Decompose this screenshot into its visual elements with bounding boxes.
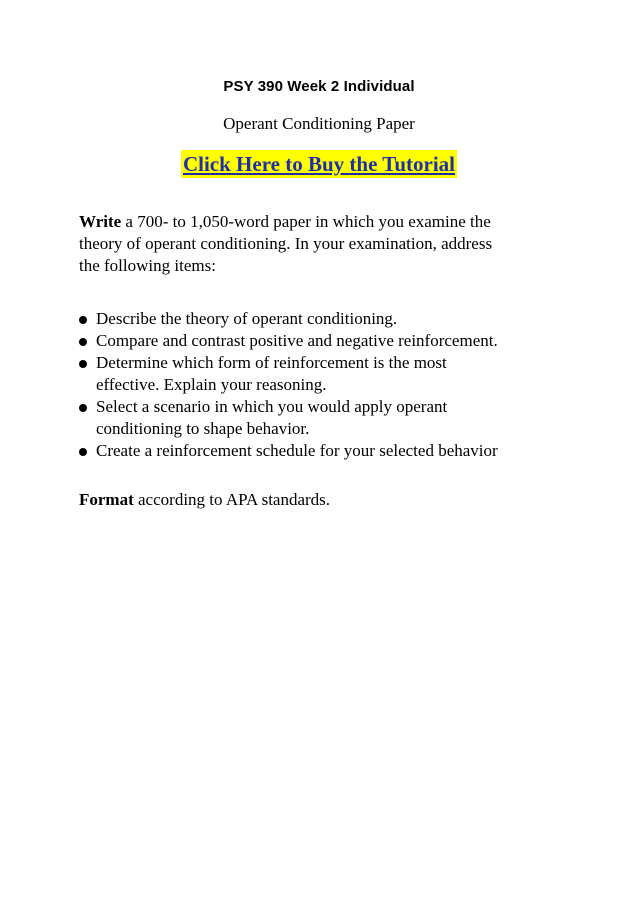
bullet-icon (79, 338, 87, 346)
format-rest: according to APA standards. (133, 490, 331, 509)
intro-line-1-rest: a 700- to 1,050-word paper in which you examine the (121, 212, 491, 231)
list-item-text: Select a scenario in which you would apply operant (96, 397, 448, 416)
list-item-text-continued: effective. Explain your reasoning. (96, 375, 327, 394)
intro-line-1 (79, 211, 559, 233)
list-item-text: Describe the theory of operant conditioning. (96, 309, 398, 328)
list-item (79, 330, 569, 352)
list-item-text: Compare and contrast positive and negative reinforcement. (96, 331, 498, 350)
list-item (79, 440, 569, 462)
list-item-text-continued: conditioning to shape behavior. (96, 419, 310, 438)
list-item (79, 396, 569, 440)
list-item (79, 308, 569, 330)
document-heading: PSY 390 Week 2 Individual (223, 78, 415, 95)
intro-paragraph (79, 211, 559, 277)
format-paragraph (79, 489, 559, 511)
buy-tutorial-link[interactable]: Click Here to Buy the Tutorial (182, 152, 456, 176)
bullet-icon (79, 360, 87, 368)
bullet-icon (79, 316, 87, 324)
intro-line-2: theory of operant conditioning. In your examination, address (79, 234, 493, 253)
bullet-icon (79, 404, 87, 412)
format-bold-word: Format (79, 490, 134, 509)
bullet-icon (79, 448, 87, 456)
intro-line-3: the following items: (79, 256, 216, 275)
requirements-list (79, 308, 569, 462)
document-subheading: Operant Conditioning Paper (223, 114, 415, 133)
list-item-text: Determine which form of reinforcement is the most (96, 353, 447, 372)
list-item-text: Create a reinforcement schedule for your selected behavior (96, 441, 498, 460)
buy-link-container (0, 150, 638, 178)
intro-bold-word: Write (79, 212, 122, 231)
list-item (79, 352, 569, 396)
